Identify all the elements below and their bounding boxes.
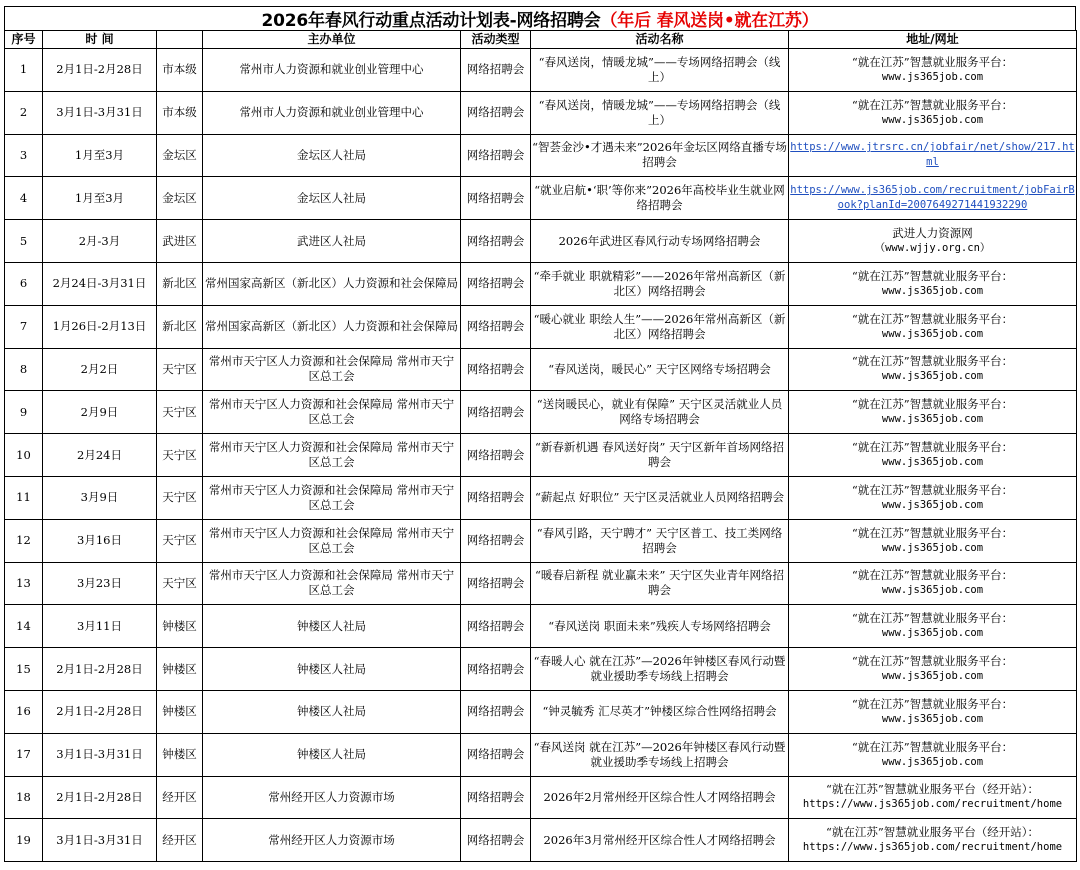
cell-address — [789, 220, 1077, 263]
address-url: www.js365job.com — [881, 670, 984, 683]
cell-organizer: 常州市天宁区人力资源和社会保障局 常州市天宁区总工会 — [203, 348, 461, 391]
title-sub: （年后 春风送岗•就在江苏） — [600, 11, 819, 31]
address-platform: “就在江苏”智慧就业服务平台： — [851, 354, 1014, 369]
cell-address — [789, 305, 1077, 348]
cell-organizer: 常州市天宁区人力资源和社会保障局 常州市天宁区总工会 — [203, 476, 461, 519]
cell-level: 新北区 — [157, 262, 203, 305]
cell-time: 2月-3月 — [43, 220, 157, 263]
cell-type: 网络招聘会 — [461, 476, 531, 519]
cell-organizer: 常州市天宁区人力资源和社会保障局 常州市天宁区总工会 — [203, 434, 461, 477]
address-platform: “就在江苏”智慧就业服务平台： — [851, 268, 1014, 283]
cell-type: 网络招聘会 — [461, 562, 531, 605]
cell-index: 7 — [5, 305, 43, 348]
address-platform: “就在江苏”智慧就业服务平台： — [851, 654, 1014, 669]
table-row — [5, 391, 1077, 434]
cell-name: “暖心就业 职绘人生”——2026年常州高新区（新北区）网络招聘会 — [531, 305, 789, 348]
cell-index: 17 — [5, 733, 43, 776]
cell-level: 新北区 — [157, 305, 203, 348]
cell-address — [789, 776, 1077, 819]
cell-type: 网络招聘会 — [461, 819, 531, 862]
address-platform: “就在江苏”智慧就业服务平台： — [851, 568, 1014, 583]
cell-organizer: 常州市天宁区人力资源和社会保障局 常州市天宁区总工会 — [203, 562, 461, 605]
cell-name: 2026年3月常州经开区综合性人才网络招聘会 — [531, 819, 789, 862]
address-url: www.js365job.com — [881, 370, 984, 383]
cell-time: 3月1日-3月31日 — [43, 733, 157, 776]
cell-name: “春风送岗，暖民心” 天宁区网络专场招聘会 — [531, 348, 789, 391]
cell-name: 2026年2月常州经开区综合性人才网络招聘会 — [531, 776, 789, 819]
cell-name: “钟灵毓秀 汇尽英才”钟楼区综合性网络招聘会 — [531, 690, 789, 733]
cell-organizer: 常州市人力资源和就业创业管理中心 — [203, 91, 461, 134]
cell-type: 网络招聘会 — [461, 134, 531, 177]
cell-address — [789, 819, 1077, 862]
cell-index: 6 — [5, 262, 43, 305]
cell-index: 18 — [5, 776, 43, 819]
table-row — [5, 776, 1077, 819]
header-time: 时 间 — [43, 31, 157, 49]
cell-level: 钟楼区 — [157, 605, 203, 648]
cell-name: “春暖人心 就在江苏”—2026年钟楼区春风行动暨就业援助季专场线上招聘会 — [531, 648, 789, 691]
cell-type: 网络招聘会 — [461, 733, 531, 776]
cell-address — [789, 348, 1077, 391]
cell-time: 2月24日-3月31日 — [43, 262, 157, 305]
cell-organizer: 钟楼区人社局 — [203, 733, 461, 776]
table-title — [4, 6, 1076, 30]
title-main: 2026年春风行动重点活动计划表-网络招聘会 — [261, 11, 601, 31]
cell-address — [789, 49, 1077, 92]
address-platform: “就在江苏”智慧就业服务平台： — [851, 525, 1014, 540]
cell-time: 2月2日 — [43, 348, 157, 391]
cell-address — [789, 733, 1077, 776]
cell-level: 经开区 — [157, 819, 203, 862]
cell-type: 网络招聘会 — [461, 262, 531, 305]
cell-type: 网络招聘会 — [461, 49, 531, 92]
cell-index: 2 — [5, 91, 43, 134]
table-row — [5, 690, 1077, 733]
table-row — [5, 648, 1077, 691]
cell-index: 10 — [5, 434, 43, 477]
address-link[interactable]: https://www.jtrsrc.cn/jobfair/net/show/217.html — [790, 141, 1075, 169]
cell-name: “暖春启新程 就业赢未来” 天宁区失业青年网络招聘会 — [531, 562, 789, 605]
table-row — [5, 220, 1077, 263]
cell-time: 1月26日-2月13日 — [43, 305, 157, 348]
cell-level: 天宁区 — [157, 519, 203, 562]
cell-organizer: 常州国家高新区（新北区）人力资源和社会保障局 — [203, 305, 461, 348]
cell-address — [789, 562, 1077, 605]
table-row — [5, 49, 1077, 92]
cell-level: 天宁区 — [157, 348, 203, 391]
address-url: www.js365job.com — [881, 541, 984, 554]
cell-type: 网络招聘会 — [461, 690, 531, 733]
cell-address — [789, 391, 1077, 434]
table-row — [5, 819, 1077, 862]
table-row — [5, 348, 1077, 391]
cell-name: 2026年武进区春风行动专场网络招聘会 — [531, 220, 789, 263]
cell-level: 天宁区 — [157, 391, 203, 434]
address-platform: “就在江苏”智慧就业服务平台： — [851, 97, 1014, 112]
cell-organizer: 金坛区人社局 — [203, 134, 461, 177]
cell-index: 1 — [5, 49, 43, 92]
table-row — [5, 262, 1077, 305]
header-level — [157, 31, 203, 49]
cell-name: “就业启航•‘职’等你来”2026年高校毕业生就业网络招聘会 — [531, 177, 789, 220]
cell-address — [789, 648, 1077, 691]
cell-level: 金坛区 — [157, 177, 203, 220]
cell-level: 市本级 — [157, 49, 203, 92]
cell-organizer: 常州市天宁区人力资源和社会保障局 常州市天宁区总工会 — [203, 391, 461, 434]
address-platform: “就在江苏”智慧就业服务平台： — [851, 311, 1014, 326]
cell-name: “春风送岗，情暖龙城”——专场网络招聘会（线上） — [531, 91, 789, 134]
cell-organizer: 常州国家高新区（新北区）人力资源和社会保障局 — [203, 262, 461, 305]
cell-type: 网络招聘会 — [461, 348, 531, 391]
table-row — [5, 519, 1077, 562]
cell-address — [789, 519, 1077, 562]
header-row — [5, 31, 1077, 49]
cell-time: 3月9日 — [43, 476, 157, 519]
cell-index: 13 — [5, 562, 43, 605]
address-url: www.js365job.com — [881, 284, 984, 297]
address-platform: “就在江苏”智慧就业服务平台： — [851, 397, 1014, 412]
cell-level: 金坛区 — [157, 134, 203, 177]
cell-name: “春风引路，天宁聘才” 天宁区普工、技工类网络招聘会 — [531, 519, 789, 562]
address-platform: “就在江苏”智慧就业服务平台： — [851, 482, 1014, 497]
table-row — [5, 91, 1077, 134]
table-row — [5, 434, 1077, 477]
cell-level: 经开区 — [157, 776, 203, 819]
cell-address — [789, 262, 1077, 305]
address-url: www.js365job.com — [881, 627, 984, 640]
cell-address — [789, 690, 1077, 733]
cell-time: 3月16日 — [43, 519, 157, 562]
cell-index: 16 — [5, 690, 43, 733]
address-url: www.js365job.com — [881, 456, 984, 469]
cell-time: 2月1日-2月28日 — [43, 690, 157, 733]
header-type: 活动类型 — [461, 31, 531, 49]
header-index: 序号 — [5, 31, 43, 49]
header-address: 地址/网址 — [789, 31, 1077, 49]
cell-organizer: 钟楼区人社局 — [203, 605, 461, 648]
cell-address — [789, 605, 1077, 648]
address-url: https://www.js365job.com/recruitment/home — [802, 841, 1063, 854]
cell-level: 市本级 — [157, 91, 203, 134]
cell-level: 天宁区 — [157, 434, 203, 477]
address-link[interactable]: https://www.js365job.com/recruitment/jobFairBook?planId=2007649271441932290 — [790, 184, 1075, 212]
cell-organizer: 常州市人力资源和就业创业管理中心 — [203, 49, 461, 92]
cell-level: 天宁区 — [157, 476, 203, 519]
cell-type: 网络招聘会 — [461, 391, 531, 434]
cell-index: 5 — [5, 220, 43, 263]
address-platform: “就在江苏”智慧就业服务平台（经开站）： — [825, 782, 1039, 797]
table-row — [5, 733, 1077, 776]
address-platform: “就在江苏”智慧就业服务平台： — [851, 696, 1014, 711]
address-platform: “就在江苏”智慧就业服务平台： — [851, 611, 1014, 626]
address-platform: 武进人力资源网 — [892, 226, 973, 241]
cell-time: 1月至3月 — [43, 134, 157, 177]
cell-time: 2月1日-2月28日 — [43, 49, 157, 92]
cell-time: 3月11日 — [43, 605, 157, 648]
table-row — [5, 476, 1077, 519]
address-url: www.js365job.com — [881, 70, 984, 83]
cell-time: 2月9日 — [43, 391, 157, 434]
cell-index: 15 — [5, 648, 43, 691]
address-url: www.js365job.com — [881, 113, 984, 126]
cell-level: 武进区 — [157, 220, 203, 263]
cell-time: 3月23日 — [43, 562, 157, 605]
cell-index: 14 — [5, 605, 43, 648]
cell-index: 8 — [5, 348, 43, 391]
cell-type: 网络招聘会 — [461, 776, 531, 819]
cell-time: 1月至3月 — [43, 177, 157, 220]
address-url: www.js365job.com — [881, 584, 984, 597]
cell-address[interactable] — [789, 177, 1077, 220]
cell-type: 网络招聘会 — [461, 605, 531, 648]
cell-organizer: 钟楼区人社局 — [203, 648, 461, 691]
cell-type: 网络招聘会 — [461, 305, 531, 348]
cell-type: 网络招聘会 — [461, 177, 531, 220]
cell-level: 钟楼区 — [157, 648, 203, 691]
cell-index: 12 — [5, 519, 43, 562]
cell-type: 网络招聘会 — [461, 519, 531, 562]
cell-time: 3月1日-3月31日 — [43, 819, 157, 862]
cell-address — [789, 476, 1077, 519]
cell-type: 网络招聘会 — [461, 434, 531, 477]
address-url: www.js365job.com — [881, 327, 984, 340]
address-url: www.js365job.com — [881, 712, 984, 725]
address-platform: “就在江苏”智慧就业服务平台（经开站）： — [825, 825, 1039, 840]
cell-address — [789, 91, 1077, 134]
cell-name: “春风送岗，情暖龙城”——专场网络招聘会（线上） — [531, 49, 789, 92]
cell-organizer: 常州经开区人力资源市场 — [203, 776, 461, 819]
schedule-table — [4, 30, 1077, 862]
cell-organizer: 武进区人社局 — [203, 220, 461, 263]
address-url: www.js365job.com — [881, 755, 984, 768]
address-url: www.js365job.com — [881, 498, 984, 511]
cell-name: “智荟金沙•才遇未来”2026年金坛区网络直播专场招聘会 — [531, 134, 789, 177]
cell-type: 网络招聘会 — [461, 91, 531, 134]
cell-index: 3 — [5, 134, 43, 177]
cell-level: 天宁区 — [157, 562, 203, 605]
cell-level: 钟楼区 — [157, 690, 203, 733]
address-url: www.js365job.com — [881, 413, 984, 426]
cell-name: “薪起点 好职位” 天宁区灵活就业人员网络招聘会 — [531, 476, 789, 519]
cell-organizer: 常州市天宁区人力资源和社会保障局 常州市天宁区总工会 — [203, 519, 461, 562]
cell-name: “牵手就业 职就精彩”——2026年常州高新区（新北区）网络招聘会 — [531, 262, 789, 305]
cell-organizer: 钟楼区人社局 — [203, 690, 461, 733]
cell-organizer: 金坛区人社局 — [203, 177, 461, 220]
address-url: （www.wjjy.org.cn） — [874, 242, 991, 255]
cell-type: 网络招聘会 — [461, 220, 531, 263]
cell-name: “送岗暖民心，就业有保障” 天宁区灵活就业人员网络专场招聘会 — [531, 391, 789, 434]
address-url: https://www.js365job.com/recruitment/home — [802, 798, 1063, 811]
cell-index: 11 — [5, 476, 43, 519]
cell-index: 19 — [5, 819, 43, 862]
address-platform: “就在江苏”智慧就业服务平台： — [851, 54, 1014, 69]
table-row — [5, 562, 1077, 605]
header-name: 活动名称 — [531, 31, 789, 49]
address-platform: “就在江苏”智慧就业服务平台： — [851, 440, 1014, 455]
cell-time: 2月1日-2月28日 — [43, 776, 157, 819]
table-row — [5, 177, 1077, 220]
cell-type: 网络招聘会 — [461, 648, 531, 691]
cell-address — [789, 434, 1077, 477]
cell-name: “春风送岗 职面未来”残疾人专场网络招聘会 — [531, 605, 789, 648]
table-row — [5, 134, 1077, 177]
cell-level: 钟楼区 — [157, 733, 203, 776]
cell-time: 3月1日-3月31日 — [43, 91, 157, 134]
cell-index: 4 — [5, 177, 43, 220]
address-platform: “就在江苏”智慧就业服务平台： — [851, 739, 1014, 754]
cell-time: 2月1日-2月28日 — [43, 648, 157, 691]
table-row — [5, 605, 1077, 648]
cell-organizer: 常州经开区人力资源市场 — [203, 819, 461, 862]
cell-address[interactable] — [789, 134, 1077, 177]
cell-time: 2月24日 — [43, 434, 157, 477]
header-organizer: 主办单位 — [203, 31, 461, 49]
cell-name: “新春新机遇 春风送好岗” 天宁区新年首场网络招聘会 — [531, 434, 789, 477]
table-body — [5, 49, 1077, 862]
cell-name: “春风送岗 就在江苏”—2026年钟楼区春风行动暨就业援助季专场线上招聘会 — [531, 733, 789, 776]
table-row — [5, 305, 1077, 348]
cell-index: 9 — [5, 391, 43, 434]
